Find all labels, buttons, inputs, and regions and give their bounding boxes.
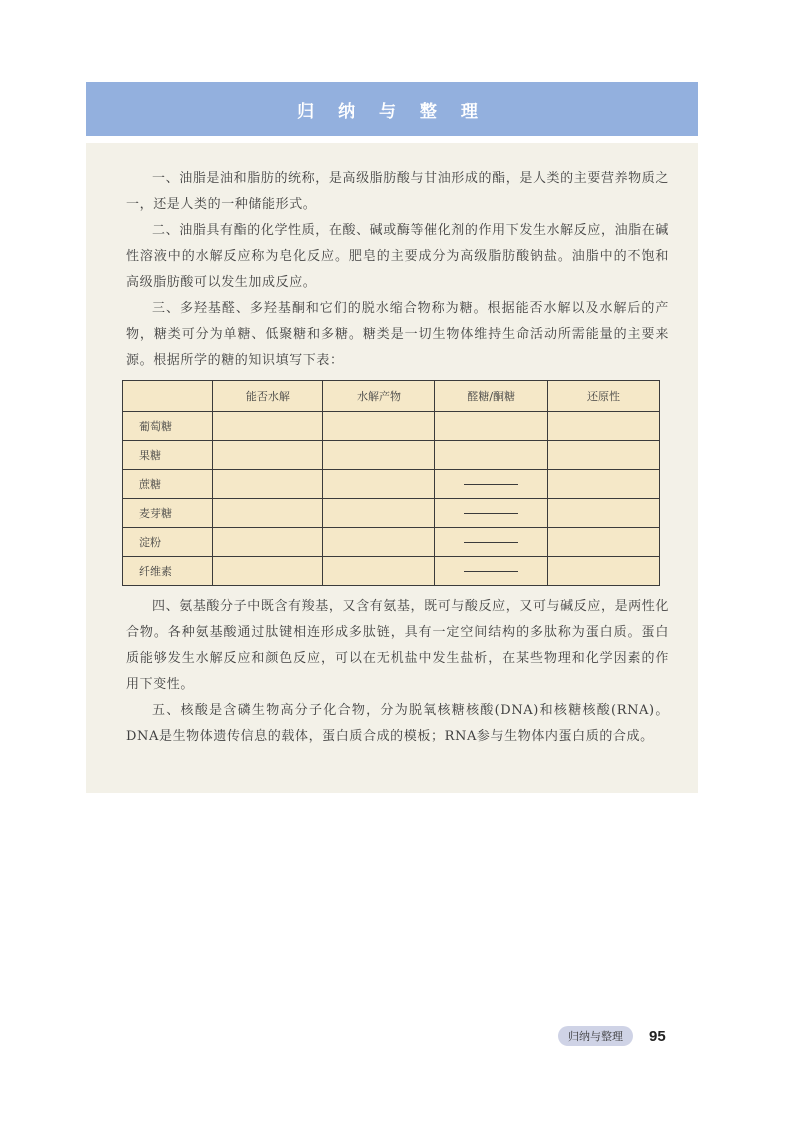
section-title: 归 纳 与 整 理 [297,101,487,122]
table-header-products: 水解产物 [323,381,435,412]
footer-section-label: 归纳与整理 [558,1026,633,1046]
table-cell [435,499,547,528]
table-cell [213,470,323,499]
table-cell [547,441,659,470]
table-cell [547,499,659,528]
table-row-name: 蔗糖 [123,470,213,499]
table-cell [547,528,659,557]
table-cell [323,499,435,528]
table-header-row [123,381,660,412]
not-applicable-dash [464,542,518,543]
table-header-reducibility: 还原性 [547,381,659,412]
sugar-table [122,380,660,586]
table-cell [323,441,435,470]
paragraph-1: 一、油脂是油和脂肪的统称，是高级脂肪酸与甘油形成的酯，是人类的主要营养物质之一，还是人类的一种储能形式。 [126,171,669,212]
page-footer [558,1026,666,1046]
table-row-name: 淀粉 [123,528,213,557]
table-row-name: 麦芽糖 [123,499,213,528]
table-body [123,412,660,586]
table-cell [213,441,323,470]
table-row-name: 果糖 [123,441,213,470]
paragraph-4: 四、氨基酸分子中既含有羧基，又含有氨基，既可与酸反应，又可与碱反应，是两性化合物。各种氨基酸通过肽键相连形成多肽链，具有一定空间结构的多肽称为蛋白质。蛋白质能够发生水解反应和颜色反应，可以在无机盐中发生盐析，在某些物理和化学因素的作用下变性。 [126,599,669,692]
table-cell [435,441,547,470]
not-applicable-dash [464,484,518,485]
table-row-name: 葡萄糖 [123,412,213,441]
table-header-corner [123,381,213,412]
not-applicable-dash [464,571,518,572]
table-row [123,412,660,441]
table-cell [435,470,547,499]
table-header-aldose-ketose: 醛糖/酮糖 [435,381,547,412]
table-cell [435,557,547,586]
table-cell [213,557,323,586]
summary-content [86,143,698,793]
table-row [123,441,660,470]
table-row [123,528,660,557]
table-header-hydrolysis: 能否水解 [213,381,323,412]
table-cell [547,470,659,499]
table-cell [547,557,659,586]
table-cell [323,528,435,557]
table-cell [435,528,547,557]
table-row [123,557,660,586]
paragraph-2: 二、油脂具有酯的化学性质，在酸、碱或酶等催化剂的作用下发生水解反应，油脂在碱性溶液中的水解反应称为皂化反应。肥皂的主要成分为高级脂肪酸钠盐。油脂中的不饱和高级脂肪酸可以发生加成反应。 [126,223,669,290]
not-applicable-dash [464,513,518,514]
table-cell [323,470,435,499]
table-cell [213,528,323,557]
page-number: 95 [649,1027,666,1045]
table-cell [323,557,435,586]
section-title-bar [86,82,698,136]
table-cell [213,412,323,441]
table-cell [435,412,547,441]
table-cell [547,412,659,441]
table-row [123,499,660,528]
table-cell [323,412,435,441]
table-row-name: 纤维素 [123,557,213,586]
paragraph-5: 五、核酸是含磷生物高分子化合物，分为脱氧核糖核酸(DNA)和核糖核酸(RNA)。DNA是生物体遗传信息的载体，蛋白质合成的模板；RNA参与生物体内蛋白质的合成。 [126,703,669,744]
table-row [123,470,660,499]
table-cell [213,499,323,528]
paragraph-3: 三、多羟基醛、多羟基酮和它们的脱水缩合物称为糖。根据能否水解以及水解后的产物，糖类可分为单糖、低聚糖和多糖。糖类是一切生物体维持生命活动所需能量的主要来源。根据所学的糖的知识填写下表： [126,301,669,368]
